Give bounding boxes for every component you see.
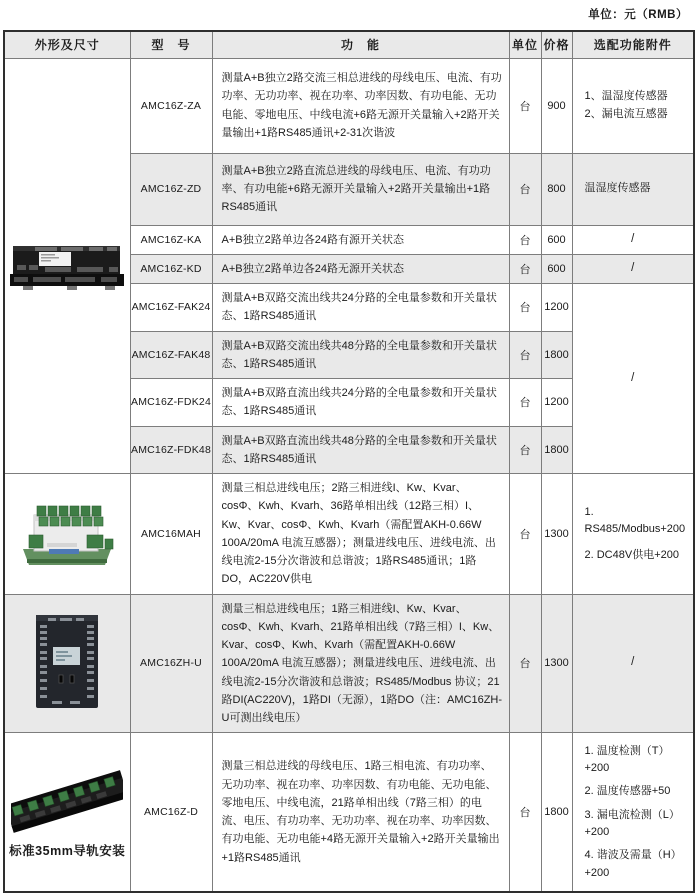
accessories-cell: / bbox=[572, 225, 694, 254]
col-header-appearance: 外形及尺寸 bbox=[4, 31, 130, 58]
price-cell: 1300 bbox=[541, 594, 572, 733]
unit-cell: 台 bbox=[509, 225, 541, 254]
accessories-cell: / bbox=[572, 254, 694, 283]
accessories-cell bbox=[572, 733, 694, 892]
unit-cell: 台 bbox=[509, 426, 541, 474]
price-cell: 600 bbox=[541, 225, 572, 254]
model-cell: AMC16Z-FDK24 bbox=[130, 379, 212, 427]
accessories-cell: / bbox=[572, 594, 694, 733]
function-cell: A+B独立2路单边各24路无源开关状态 bbox=[212, 254, 509, 283]
appearance-cell-z-series bbox=[4, 58, 130, 474]
model-cell: AMC16Z-ZA bbox=[130, 58, 212, 153]
unit-cell: 台 bbox=[509, 284, 541, 332]
zhu-product-image bbox=[30, 613, 104, 713]
table-row bbox=[4, 474, 694, 595]
price-cell: 1800 bbox=[541, 426, 572, 474]
unit-cell: 台 bbox=[509, 474, 541, 595]
col-header-price: 价格 bbox=[541, 31, 572, 58]
model-cell: AMC16Z-FAK24 bbox=[130, 284, 212, 332]
appearance-cell-zhu bbox=[4, 594, 130, 733]
function-cell: 测量三相总进线电压；1路三相进线I、Kw、Kvar、cosΦ、Kwh、Kvarh、21路单相出线（7路三相）I、Kw、Kvar、cosΦ、Kwh、Kvarh（需配置AKH-0.66W 100A/20mA 电流互感器）；测量进线电压、进线电流、出线电流2-15分次谐波和总谐波；RS485/Modbus 协议；21路DI(AC220V)，1路DI（无源），1路DO（注：AMC16ZH-U可测出线电压） bbox=[212, 594, 509, 733]
mah-product-image bbox=[17, 493, 117, 575]
unit-cell: 台 bbox=[509, 254, 541, 283]
accessory-line: 3. 漏电流检测（L）+200 bbox=[584, 808, 680, 838]
unit-cell: 台 bbox=[509, 733, 541, 892]
unit-cell: 台 bbox=[509, 594, 541, 733]
model-cell: AMC16ZH-U bbox=[130, 594, 212, 733]
header-row bbox=[4, 31, 694, 58]
model-cell: AMC16MAH bbox=[130, 474, 212, 595]
model-cell: AMC16Z-D bbox=[130, 733, 212, 892]
function-cell: 测量A+B双路交流出线共48分路的全电量参数和开关量状态、1路RS485通讯 bbox=[212, 331, 509, 379]
price-cell: 1800 bbox=[541, 733, 572, 892]
price-cell: 1200 bbox=[541, 379, 572, 427]
appearance-cell-zd bbox=[4, 733, 130, 892]
accessory-line: 温湿度传感器 bbox=[584, 182, 651, 195]
price-cell: 900 bbox=[541, 58, 572, 153]
price-cell: 1800 bbox=[541, 331, 572, 379]
function-cell: A+B独立2路单边各24路有源开关状态 bbox=[212, 225, 509, 254]
function-cell: 测量A+B双路交流出线共24分路的全电量参数和开关量状态、1路RS485通讯 bbox=[212, 284, 509, 332]
accessory-line: 1. 温度检测（T）+200 bbox=[584, 744, 670, 774]
appearance-cell-mah bbox=[4, 474, 130, 595]
col-header-function: 功 能 bbox=[212, 31, 509, 58]
unit-cell: 台 bbox=[509, 331, 541, 379]
table-row bbox=[4, 733, 694, 892]
table-row bbox=[4, 594, 694, 733]
price-cell: 800 bbox=[541, 153, 572, 225]
model-cell: AMC16Z-FDK48 bbox=[130, 426, 212, 474]
col-header-unit: 单位 bbox=[509, 31, 541, 58]
product-price-table bbox=[3, 30, 695, 893]
unit-cell: 台 bbox=[509, 379, 541, 427]
model-cell: AMC16Z-ZD bbox=[130, 153, 212, 225]
unit-note: 单位：元（RMB） bbox=[588, 9, 688, 21]
price-cell: 1300 bbox=[541, 474, 572, 595]
accessory-line: 1. RS485/Modbus+200 bbox=[584, 505, 686, 535]
accessories-cell bbox=[572, 58, 694, 153]
accessories-cell bbox=[572, 153, 694, 225]
function-cell: 测量A+B双路直流出线共24分路的全电量参数和开关量状态、1路RS485通讯 bbox=[212, 379, 509, 427]
col-header-model: 型 号 bbox=[130, 31, 212, 58]
price-cell: 1200 bbox=[541, 284, 572, 332]
unit-cell: 台 bbox=[509, 58, 541, 153]
rail-mount-caption: 标准35mm导轨安装 bbox=[9, 844, 126, 859]
accessories-cell bbox=[572, 474, 694, 595]
accessory-line: 1、温湿度传感器 bbox=[584, 90, 668, 103]
accessory-line: 2. DC48V供电+200 bbox=[584, 548, 679, 561]
function-cell: 测量三相总进线电压；2路三相进线I、Kw、Kvar、cosΦ、Kwh、Kvarh、36路单相出线（12路三相）I、Kw、Kvar、cosΦ、Kwh、Kvarh（需配置AKH-0.66W 100A/20mA 电流互感器）；测量进线电压、进线电流、出线电流2-15分次谐波和总谐波；1路RS485通讯；1路DO，AC220V供电 bbox=[212, 474, 509, 595]
price-cell: 600 bbox=[541, 254, 572, 283]
accessories-merged-cell: / bbox=[572, 284, 694, 474]
function-cell: 测量A+B独立2路交流三相总进线的母线电压、电流、有功功率、无功功率、视在功率、功率因数、有功电能、无功电能、零地电压、中线电流+6路无源开关量输入+2路开关量输出+1路RS485通讯+2-31次谐波 bbox=[212, 58, 509, 153]
model-cell: AMC16Z-FAK48 bbox=[130, 331, 212, 379]
z-series-product-image bbox=[9, 237, 125, 295]
function-cell: 测量A+B独立2路直流总进线的母线电压、电流、有功功率、有功电能+6路无源开关量输入+2路开关量输出+1路RS485通讯 bbox=[212, 153, 509, 225]
model-cell: AMC16Z-KD bbox=[130, 254, 212, 283]
table-row bbox=[4, 58, 694, 153]
unit-cell: 台 bbox=[509, 153, 541, 225]
accessory-line: 4. 谐波及需量（H）+200 bbox=[584, 849, 682, 879]
col-header-accessories: 选配功能附件 bbox=[572, 31, 694, 58]
model-cell: AMC16Z-KA bbox=[130, 225, 212, 254]
accessory-line: 2、漏电流互感器 bbox=[584, 107, 668, 120]
function-cell: 测量三相总进线的母线电压、1路三相电流、有功功率、无功功率、视在功率、功率因数、有功电能、无功电能、零地电压、中线电流，21路单相出线（7路三相）的电流、电压、有功功率、无功功率、视在功率、功率因数、有功电能、无功电能+4路无源开关量输入+2路开关量输出+1路RS485通讯 bbox=[212, 733, 509, 892]
function-cell: 测量A+B双路直流出线共48分路的全电量参数和开关量状态、1路RS485通讯 bbox=[212, 426, 509, 474]
accessory-line: 2. 温度传感器+50 bbox=[584, 785, 671, 798]
zd-product-image bbox=[11, 765, 123, 839]
